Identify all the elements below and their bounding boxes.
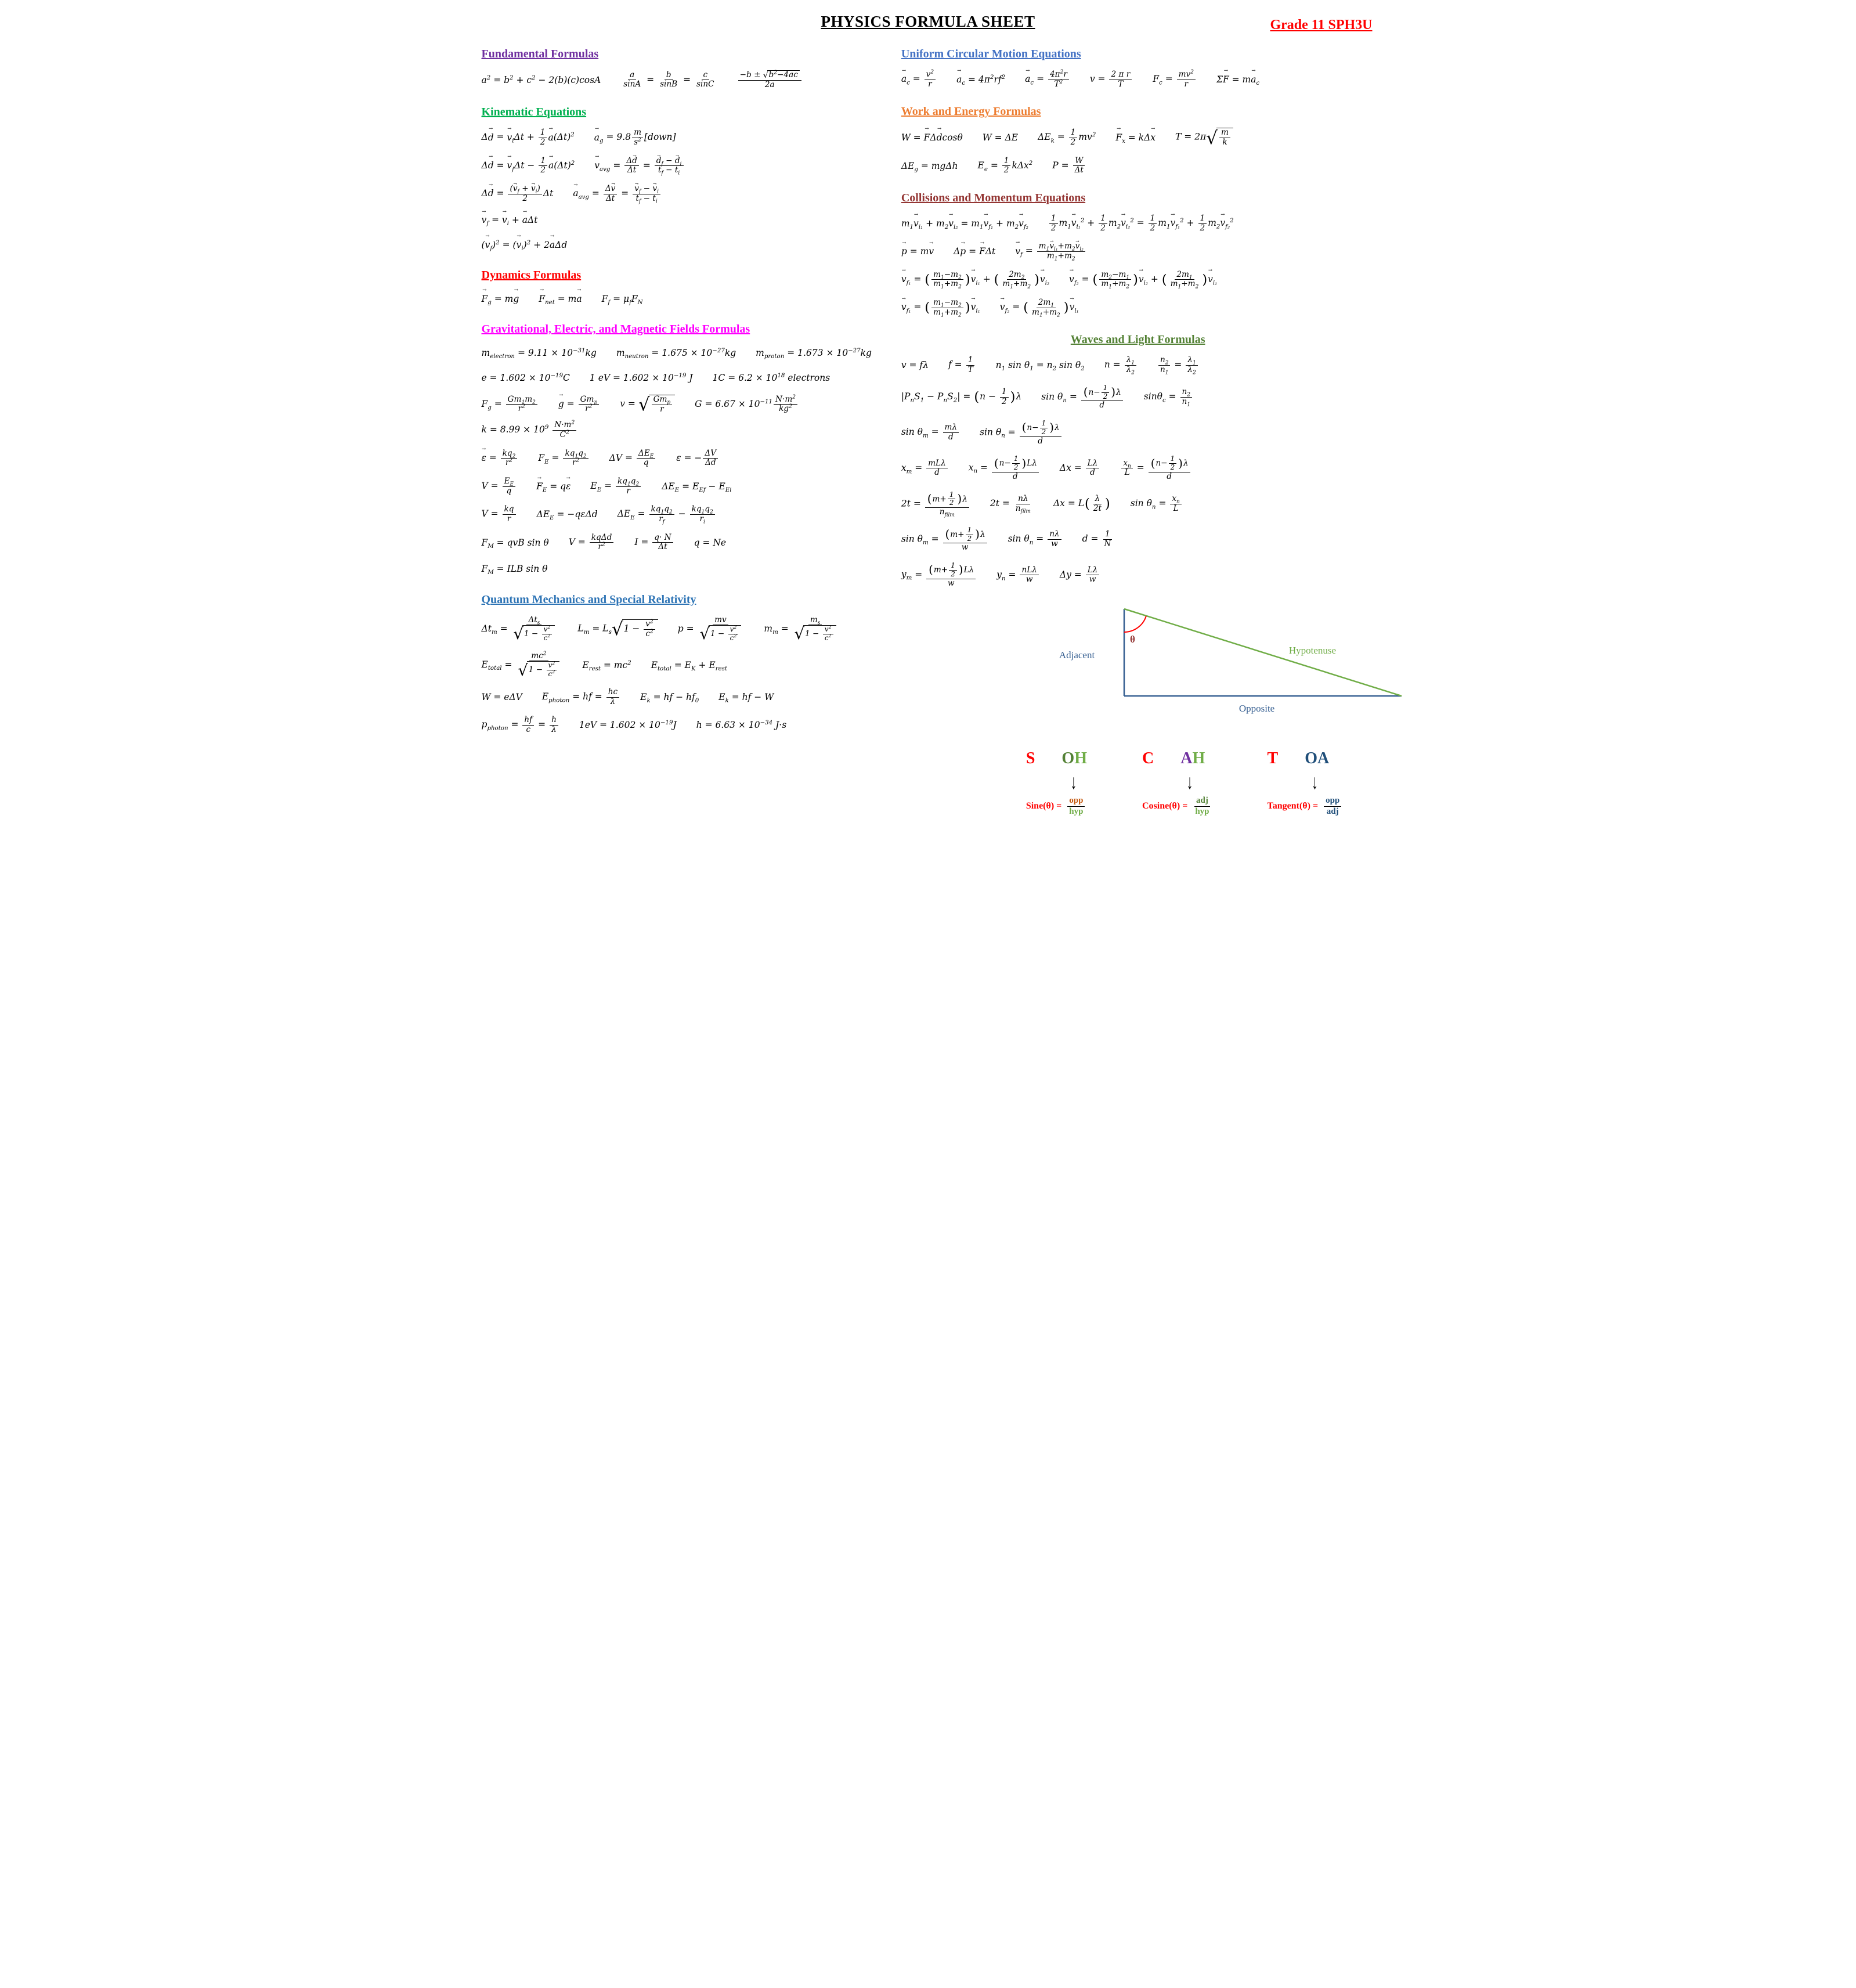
formula: $(v \to_f)^2 = (v \to_i)^2 + 2a \to\Delta d$ (482, 237, 568, 252)
section-quantum-relativity (482, 593, 892, 735)
formula: $\Delta E_E = E_{Ef} - E_{Ei}$ (662, 481, 732, 494)
formula-row (482, 212, 892, 228)
formula: P = $\frac{W}{\Delta t}$ (1052, 157, 1086, 175)
formula: p → = mv → (901, 244, 934, 259)
hypotenuse-label: Hypotenuse (1288, 645, 1337, 656)
mnemonic-group-sine (1026, 749, 1087, 817)
formula-row (901, 214, 1375, 233)
ratio-numerator: opp (1324, 796, 1341, 806)
formula: 2t = (m+ $\frac{1}{2}$ )λ $n_{film}$ (901, 491, 970, 517)
formula: Δd → = $v \to_i\Delta t$ + $\frac{1}{2}$ $a \to(\Delta t)^2$ (482, 128, 575, 147)
formula: $E_E$ = $\frac{kq_1q_2}{r}$ (590, 477, 642, 496)
page-title: PHYSICS FORMULA SHEET (821, 13, 1035, 30)
right-column (901, 48, 1375, 822)
formula-row (482, 128, 892, 147)
formula: $\Delta t_m$ = $\Delta t_s$ √ 1 − $\frac{v^2}{c^2}$ (482, 616, 558, 643)
formula: $E_{photon}$ = hf = $\frac{hc}{\lambda}$ (542, 688, 620, 706)
section-fundamental-formulas (482, 48, 892, 89)
formula: ΔV = $\Delta E_E$ q (609, 449, 657, 468)
opposite-label: Opposite (1238, 703, 1275, 715)
formula-row (482, 561, 892, 576)
down-arrow-icon (1309, 770, 1321, 785)
section-body (482, 128, 892, 252)
formula-row (482, 157, 892, 175)
formula: $E_e$ = $\frac{1}{2}$ kΔx$^2$ (977, 156, 1033, 175)
formula: $v \to_f = v \to_i + a \to\Delta t$ (482, 212, 538, 228)
formula: $F_M$ = qvB sin θ (481, 537, 549, 550)
section-fields-formulas (482, 323, 892, 576)
left-column (482, 48, 901, 751)
formula: V = kqΔd $r^2$ (569, 533, 615, 552)
ratio-fraction (1324, 796, 1341, 817)
formula: $E_{rest} = mc^2$ (582, 659, 631, 672)
section-title: Fundamental Formulas (481, 48, 599, 60)
formula: $F \to_x = k\Delta x$ → (1115, 130, 1156, 145)
formula: $1C = 6.2 \times 10^{18}$ electrons (712, 372, 830, 383)
mnemonic-letter: S (1026, 749, 1035, 768)
formula: V = $\frac{kq}{r}$ (482, 505, 517, 524)
section-title: Quantum Mechanics and Special Relativity (481, 593, 696, 606)
formula: −b ± √ $b^2-4ac$ 2a (737, 70, 803, 89)
ratio-denominator: hyp (1195, 806, 1209, 816)
formula: $\frac{x_n}{L}$ = (n− $\frac{1}{2}$ )λ d (1120, 455, 1191, 481)
section-title: Uniform Circular Motion Equations (901, 48, 1081, 60)
formula: $F_M$ = ILB sin θ (481, 564, 548, 576)
mnemonic-pair-letter: A (1317, 749, 1330, 768)
mnemonic-group-tangent (1268, 749, 1343, 817)
formula-row (482, 652, 892, 679)
section-dynamics-formulas (482, 269, 892, 306)
formula-row (482, 370, 892, 385)
down-arrow-icon (1184, 770, 1196, 785)
formula: $v \to_f$ = $\frac{m_1v \to_{i_1}+m_2v \to_{i_2}}{m_1+m_2}$ (1015, 242, 1086, 261)
formula: $e = 1.602 \times 10^{-19}C$ (481, 372, 570, 383)
formula: ΣF → = ma $\to_c$ (1216, 72, 1259, 87)
formula: $y_m$ = (m+ $\frac{1}{2}$ )Lλ w (901, 562, 977, 588)
formula: $a \to_c$ = $\frac{4\pi^2r}{T^2}$ (1025, 70, 1070, 89)
formula: $k = 8.99 \times 10^9$ $\frac{N\cdot m^2}{C^2}$ (482, 421, 578, 439)
ratio-numerator: adj (1194, 796, 1210, 806)
mnemonic-pair-letter: H (1192, 749, 1205, 768)
ratio-name: Sine(θ) = (1026, 801, 1062, 811)
formula: $F \to_E = q\varepsilon$ → (536, 479, 570, 494)
ratio-denominator: hyp (1069, 806, 1084, 816)
section-body (482, 291, 892, 306)
formula: $G = 6.67 \times 10^{-11}$ $\frac{N\cdot m^2}{kg^2}$ (695, 395, 799, 414)
formula: $v \to_{f_1}$ = ( $\frac{m_1-m_2}{m_1+m_2}$ )$v \to_{i_1}$ + ( $\frac{2m_2}{m_1+m_2}$ )$v \to_{i_2}$ (901, 270, 1049, 289)
formula: $E_{total}$ = $mc^2$ √ 1 − $\frac{v^2}{c^2}$ (482, 652, 563, 679)
grade-label: Grade 11 SPH3U (1270, 17, 1373, 33)
formula-row (482, 237, 892, 252)
formula-row (901, 420, 1375, 446)
formula: Δd → = $v \to_f\Delta t$ − $\frac{1}{2}$ $a \to(\Delta t)^2$ (482, 157, 575, 175)
triangle-figure (1116, 604, 1406, 715)
formula: $E_{total} = E_K + E_{rest}$ (651, 659, 728, 672)
formula: Δx = $\frac{L\lambda}{d}$ (1060, 459, 1100, 478)
ratio-formula-tangent (1268, 796, 1343, 817)
ratio-name: Tangent(θ) = (1267, 801, 1319, 811)
formula: $\frac{n_2}{n_1}$ = $\frac{\lambda_1}{\lambda_2}$ (1157, 356, 1199, 374)
theta-label: θ (1129, 634, 1135, 645)
formula: $E_k$ = hf − $hf_0$ (640, 692, 699, 705)
section-body (901, 70, 1375, 89)
formula: f = $\frac{1}{T}$ (948, 356, 976, 374)
formula: $a \to_g = 9.8$ $\frac{m}{s^2}$ [down] (594, 128, 676, 147)
formula: $\Delta E_E$ = $\frac{kq_1q_2}{r_f}$ − $\frac{kq_1q_2}{r_i}$ (618, 505, 716, 524)
mnemonic-group-cosine (1142, 749, 1212, 817)
formula-row (482, 616, 892, 643)
formula: $\Delta E_E = -q\varepsilon\Delta d$ (536, 509, 598, 522)
formula: $\frac{1}{2}$ $m_1v \to_{i_1}^2$ + $\frac{1}{2}$ $m_2v \to_{i_2}^2$ = $\frac{1}{2}$ $m_1v \to_{f_1}^2$ + $\frac{1}{2}$ $m_2v \to_{f_2}^2$ (1048, 214, 1234, 233)
formula-row (482, 688, 892, 706)
formula: $m_{proton} = 1.673 \times 10^{-27}kg$ (756, 348, 872, 360)
section-body (901, 356, 1375, 588)
section-title: Dynamics Formulas (481, 269, 582, 282)
formula: I = $\frac{q\cdot N}{\Delta t}$ (634, 533, 674, 552)
formula: $E_k$ = hf − W (718, 692, 774, 705)
formula: $|P_nS_1 - P_nS_2| = (n$ − $\frac{1}{2}$ )λ (901, 387, 1022, 406)
formula-row (901, 356, 1375, 374)
formula: $n_1$ $\sin \theta_1 = n_2$ $\sin \theta_2$ (995, 360, 1085, 373)
formula: g → = $Gm_p$ $r^2$ (558, 395, 600, 414)
formula: $F_E$ = $\frac{kq_1q_2}{r^2}$ (538, 449, 589, 468)
formula: $v \to_{avg}$ = $\frac{\Delta d \to}{\Delta t}$ = $\frac{d \to_f - d \to_i}{t_f - t_i}$ (594, 157, 684, 175)
mnemonic-pair (1061, 749, 1087, 768)
formula: $m_1v \to_{i_1} + m_2v \to_{i_2} = m_1v \to_{f_1} + m_2v \to_{f_2}$ (901, 216, 1028, 231)
section-title: Collisions and Momentum Equations (901, 192, 1086, 205)
formula: ε → = $\frac{kq_2}{r^2}$ (482, 449, 519, 468)
formula-row (482, 395, 892, 440)
formula: $L_m = L_s$ √ 1 − $\frac{v^2}{c^2}$ (577, 619, 658, 638)
formula: 2t = nλ $n_{film}$ (990, 494, 1031, 515)
formula-row (482, 70, 892, 89)
formula-row (901, 491, 1375, 517)
formula: $\Delta E_k$ = $\frac{1}{2}$ $mv^2$ (1038, 127, 1096, 147)
formula-row (482, 185, 892, 203)
formula: v = fλ (901, 360, 929, 371)
formula: $v \to_{f_2}$ = ( $\frac{2m_1}{m_1+m_2}$ )$v \to_{i_1}$ (1000, 298, 1079, 317)
formula-sheet-page (464, 0, 1392, 994)
formula: $m_m$ = $m_s$ √ 1 − $\frac{v^2}{c^2}$ (764, 616, 839, 643)
mnemonic-pair-letter: H (1074, 749, 1087, 768)
formula: $\sin \theta_m$ = (m+ $\frac{1}{2}$ )λ w (901, 526, 988, 553)
formula: ε = − $\frac{\Delta V}{\Delta d}$ (676, 449, 719, 468)
formula-row (901, 157, 1375, 175)
formula: $1eV = 1.602 \times 10^{-19}J$ (579, 720, 677, 731)
section-body (901, 128, 1375, 175)
formula: Δy = $\frac{L\lambda}{w}$ (1060, 566, 1100, 585)
formula-row (482, 345, 892, 360)
mnemonic-letters (1026, 749, 1087, 768)
formula: Δd → = $\frac{(v \to_f + v \to_i)}{2}$ Δt (482, 185, 554, 203)
formula: $p_{photon}$ = $\frac{hf}{c}$ = $\frac{h}{\lambda}$ (482, 716, 559, 734)
section-title: Work and Energy Formulas (901, 105, 1041, 118)
down-arrow-icon (1068, 770, 1079, 785)
section-title: Waves and Light Formulas (1070, 333, 1205, 347)
formula: $F_f = \mu_fF_N$ (601, 294, 643, 306)
formula-row (482, 505, 892, 524)
right-triangle-diagram (1035, 604, 1418, 732)
formula: $F \to_g$ = mg → (482, 291, 519, 306)
ratio-denominator: adj (1326, 806, 1339, 816)
formula-row (901, 270, 1375, 289)
formula: $\sin \theta_n$ = $\frac{x_n}{L}$ (1131, 495, 1183, 513)
formula: $\sin \theta_m$ = $\frac{m\lambda}{d}$ (901, 423, 960, 442)
section-uniform-circular-motion (901, 48, 1375, 89)
formula-row (901, 242, 1375, 261)
ratio-formula-sine (1026, 796, 1087, 817)
formula: $F_g$ = $\frac{Gm_1m_2}{r^2}$ (482, 395, 539, 414)
ratio-formula-cosine (1142, 796, 1212, 817)
formula: $\frac{a}{\sin A}$ = $\frac{b}{\sin B}$ = $\frac{c}{\sin C}$ (623, 70, 714, 89)
formula: q = Ne (694, 537, 727, 548)
formula-row (482, 716, 892, 734)
formula: v = √ $Gm_p$ r (620, 395, 675, 414)
formula: V = $\frac{E_E}{q}$ (482, 477, 517, 496)
formula: W = eΔV (481, 692, 522, 703)
formula: 1 eV = $1.602 \times 10^{-19}$ J (589, 372, 693, 383)
formula: $a \to_c$ = $\frac{v^2}{r}$ (901, 70, 937, 89)
formula: $F_c$ = $\frac{mv^2}{r}$ (1153, 70, 1197, 89)
formula-row (482, 291, 892, 306)
section-work-energy (901, 105, 1375, 175)
formula-row (482, 477, 892, 496)
mnemonic-letters (1268, 749, 1343, 768)
formula: $v \to_{f_2}$ = ( $\frac{m_2-m_1}{m_1+m_2}$ )$v \to_{i_2}$ + ( $\frac{2m_1}{m_1+m_2}$ )$v \to_{i_1}$ (1069, 270, 1217, 289)
section-body (482, 345, 892, 576)
adjacent-label: Adjacent (1059, 650, 1095, 661)
formula-row (901, 562, 1375, 588)
formula: $a^2 = b^2 + c^2 - 2(b)(c)\cos A$ (481, 74, 601, 85)
columns (482, 48, 1375, 822)
formula-row (901, 70, 1375, 89)
formula: n = $\frac{\lambda_1}{\lambda_2}$ (1104, 356, 1138, 374)
section-body (482, 70, 892, 89)
header (482, 9, 1375, 48)
mnemonic-pair (1180, 749, 1205, 768)
formula: $\sin \theta_n$ = (n− $\frac{1}{2}$ )λ d (1041, 384, 1124, 410)
formula: $x_n$ = (n− $\frac{1}{2}$ )Lλ d (969, 455, 1040, 481)
formula-row (901, 128, 1375, 147)
formula: p = mv √ 1 − $\frac{v^2}{c^2}$ (678, 616, 745, 643)
formula: $\sin \theta_n$ = (n− $\frac{1}{2}$ )λ d (980, 420, 1063, 446)
mnemonic-letter: T (1267, 749, 1279, 768)
formula: sinθ$_c$ = $\frac{n_2}{n_1}$ (1144, 388, 1193, 406)
mnemonic-pair-letter: O (1305, 749, 1317, 768)
formula: d = $\frac{1}{N}$ (1082, 529, 1111, 549)
section-title: Kinematic Equations (481, 106, 587, 119)
mnemonic-pair-letter: A (1180, 749, 1193, 768)
formula: $\Delta E_g = mg\Delta h$ (901, 160, 958, 173)
mnemonic-letter: C (1142, 749, 1154, 768)
section-body (482, 616, 892, 735)
section-body (901, 214, 1375, 317)
section-collisions-momentum (901, 192, 1375, 317)
mnemonic-pair-letter: O (1061, 749, 1075, 768)
section-waves-light (901, 333, 1375, 588)
formula: $\sin \theta_n$ = $\frac{n\lambda}{w}$ (1008, 530, 1063, 549)
formula-row (901, 298, 1375, 317)
formula: $m_{neutron} = 1.675 \times 10^{-27}kg$ (616, 348, 736, 360)
formula-row (901, 526, 1375, 553)
formula: W = ΔE (982, 132, 1019, 143)
formula: $v \to_{f_1}$ = ( $\frac{m_1-m_2}{m_1+m_2}$ )$v \to_{i_1}$ (901, 298, 980, 317)
formula: Δx = L( $\frac{\lambda}{2t}$ ) (1053, 494, 1110, 513)
soh-cah-toa-mnemonic (1026, 749, 1375, 817)
formula: $a \to_{avg}$ = $\frac{\Delta v \to}{\Delta t}$ = $\frac{v \to_f - v \to_i}{t_f - t_i}$ (573, 185, 662, 203)
formula: v = $\frac{\text{2 π r}}{T}$ (1090, 70, 1133, 89)
formula: $a \to_c = 4\pi^2rf^2$ (956, 72, 1005, 87)
theta-arc (1124, 616, 1146, 632)
formula: $x_m$ = mLλ d (901, 459, 949, 478)
formula: $y_n$ = nLλ w (996, 566, 1040, 585)
section-kinematic-equations (482, 106, 892, 252)
ratio-numerator: opp (1067, 796, 1085, 806)
formula-row (901, 455, 1375, 481)
ratio-fraction (1067, 796, 1085, 817)
formula: T = 2π √ $\frac{m}{k}$ (1175, 128, 1233, 147)
formula: W = F →Δd →cosθ (901, 130, 963, 145)
ratio-name: Cosine(θ) = (1142, 801, 1188, 811)
formula-row (482, 449, 892, 468)
mnemonic-pair (1305, 749, 1329, 768)
formula: $h = 6.63 \times 10^{-34}$ J·s (696, 720, 787, 731)
section-title: Gravitational, Electric, and Magnetic Fields Formulas (481, 323, 750, 336)
mnemonic-letters (1142, 749, 1212, 768)
ratio-fraction (1193, 796, 1211, 817)
formula: $m_{electron} = 9.11 \times 10^{-31}kg$ (481, 348, 597, 360)
formula: $F \to_{net}$ = ma → (539, 291, 582, 306)
formula-row (901, 384, 1375, 410)
formula-row (482, 533, 892, 552)
formula: Δp → = F →Δt (954, 244, 995, 259)
triangle-hypotenuse-side (1124, 609, 1402, 696)
